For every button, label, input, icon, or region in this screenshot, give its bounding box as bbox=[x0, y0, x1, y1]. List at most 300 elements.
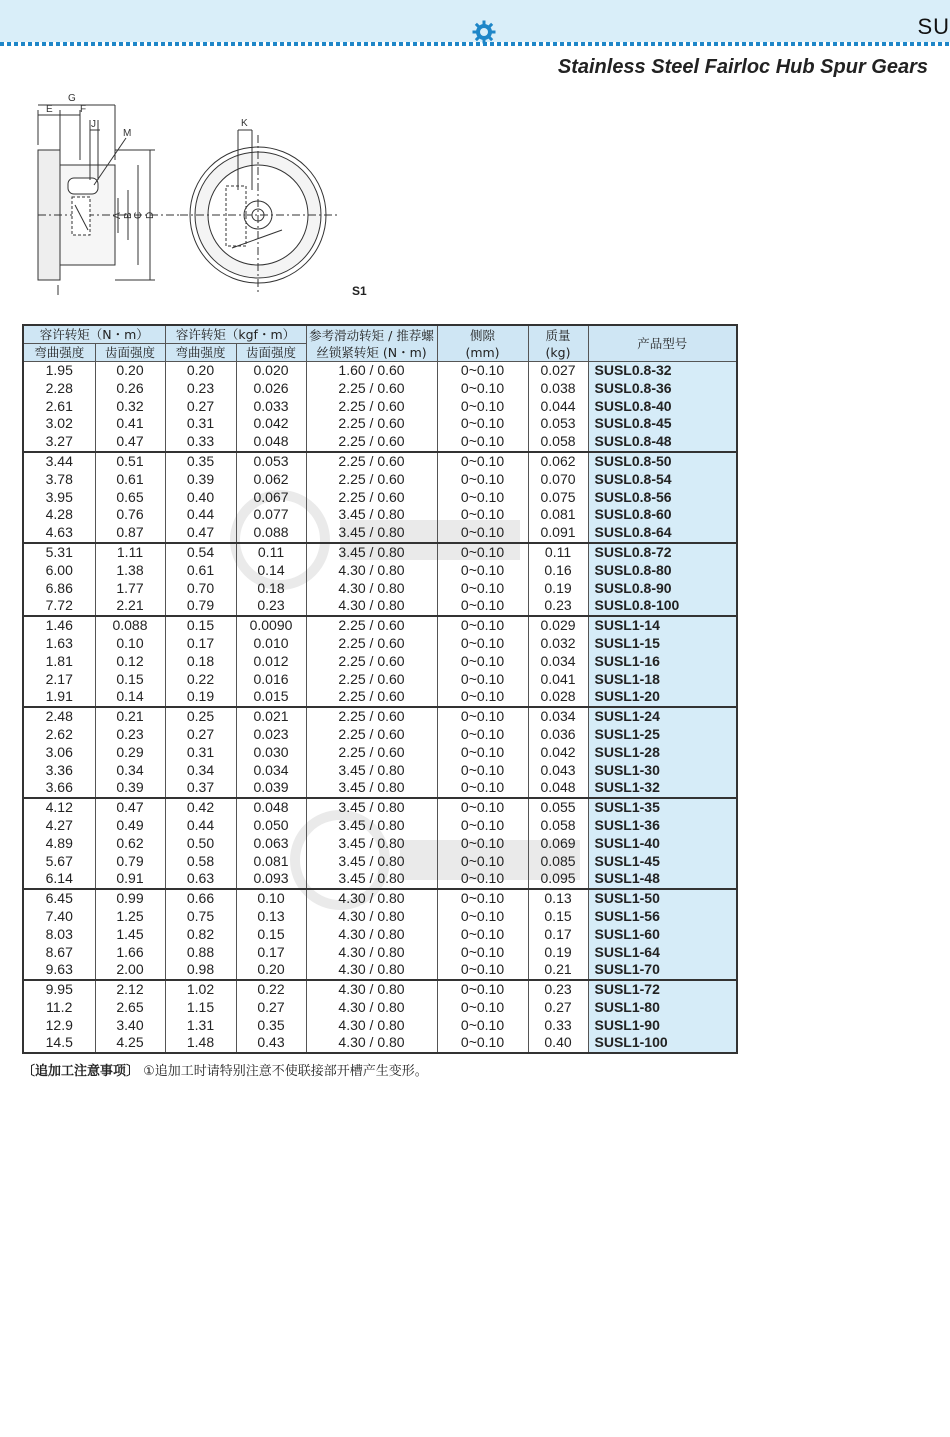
cell-surface-strength-nm: 0.34 bbox=[95, 762, 165, 780]
cell-bending-strength-kgf: 0.31 bbox=[165, 744, 236, 762]
cell-model-number: SUSL0.8-90 bbox=[588, 580, 737, 598]
cell-bending-strength-nm: 3.27 bbox=[23, 433, 95, 452]
cell-surface-strength-kgf: 0.13 bbox=[236, 908, 306, 926]
cell-bending-strength-nm: 4.28 bbox=[23, 506, 95, 524]
cell-model-number: SUSL1-60 bbox=[588, 926, 737, 944]
cell-surface-strength-nm: 4.25 bbox=[95, 1034, 165, 1053]
cell-surface-strength-nm: 0.26 bbox=[95, 380, 165, 398]
cell-surface-strength-kgf: 0.11 bbox=[236, 543, 306, 562]
cell-surface-strength-kgf: 0.067 bbox=[236, 489, 306, 507]
cell-bending-strength-kgf: 0.75 bbox=[165, 908, 236, 926]
table-body bbox=[23, 362, 737, 1054]
cell-backlash: 0~0.10 bbox=[437, 870, 528, 889]
cell-bending-strength-nm: 4.89 bbox=[23, 835, 95, 853]
cell-bending-strength-kgf: 0.20 bbox=[165, 362, 236, 380]
dim-label-b: B bbox=[123, 212, 134, 219]
cell-reference-torque: 2.25 / 0.60 bbox=[306, 726, 437, 744]
cell-surface-strength-nm: 0.23 bbox=[95, 726, 165, 744]
cell-bending-strength-kgf: 0.54 bbox=[165, 543, 236, 562]
header-mass-line1: 质量 bbox=[545, 327, 571, 343]
cell-bending-strength-nm: 9.63 bbox=[23, 961, 95, 980]
cell-bending-strength-kgf: 0.50 bbox=[165, 835, 236, 853]
gear-drawing bbox=[20, 90, 380, 305]
header-allowable-torque-nm: 容许转矩（N・m） bbox=[23, 325, 165, 344]
cell-surface-strength-kgf: 0.048 bbox=[236, 798, 306, 817]
cell-reference-torque: 2.25 / 0.60 bbox=[306, 380, 437, 398]
cell-backlash: 0~0.10 bbox=[437, 817, 528, 835]
cell-mass: 0.070 bbox=[528, 471, 588, 489]
cell-reference-torque: 4.30 / 0.80 bbox=[306, 926, 437, 944]
cell-bending-strength-nm: 4.63 bbox=[23, 524, 95, 543]
cell-bending-strength-nm: 6.00 bbox=[23, 562, 95, 580]
cell-surface-strength-nm: 0.87 bbox=[95, 524, 165, 543]
header-mass bbox=[528, 325, 588, 362]
cell-backlash: 0~0.10 bbox=[437, 980, 528, 999]
figure-label: S1 bbox=[352, 284, 367, 298]
cell-model-number: SUSL0.8-60 bbox=[588, 506, 737, 524]
cell-reference-torque: 2.25 / 0.60 bbox=[306, 671, 437, 689]
cell-surface-strength-kgf: 0.18 bbox=[236, 580, 306, 598]
cell-model-number: SUSL1-48 bbox=[588, 870, 737, 889]
header-bending-nm: 弯曲强度 bbox=[23, 344, 95, 362]
table-row bbox=[23, 688, 737, 707]
table-row bbox=[23, 1017, 737, 1035]
cell-backlash: 0~0.10 bbox=[437, 688, 528, 707]
header-backlash-line2: (mm) bbox=[465, 344, 500, 360]
cell-bending-strength-kgf: 0.42 bbox=[165, 798, 236, 817]
cell-backlash: 0~0.10 bbox=[437, 798, 528, 817]
cell-surface-strength-kgf: 0.088 bbox=[236, 524, 306, 543]
cell-reference-torque: 4.30 / 0.80 bbox=[306, 1017, 437, 1035]
cell-surface-strength-nm: 3.40 bbox=[95, 1017, 165, 1035]
cell-backlash: 0~0.10 bbox=[437, 616, 528, 635]
cell-bending-strength-kgf: 0.15 bbox=[165, 616, 236, 635]
cell-reference-torque: 3.45 / 0.80 bbox=[306, 543, 437, 562]
cell-surface-strength-nm: 0.39 bbox=[95, 779, 165, 798]
cell-model-number: SUSL0.8-100 bbox=[588, 597, 737, 616]
table-header-row bbox=[23, 325, 737, 344]
cell-model-number: SUSL0.8-64 bbox=[588, 524, 737, 543]
cell-bending-strength-kgf: 1.15 bbox=[165, 999, 236, 1017]
cell-backlash: 0~0.10 bbox=[437, 471, 528, 489]
cell-bending-strength-kgf: 0.44 bbox=[165, 817, 236, 835]
cell-model-number: SUSL1-24 bbox=[588, 707, 737, 726]
cell-surface-strength-nm: 2.65 bbox=[95, 999, 165, 1017]
cell-mass: 0.055 bbox=[528, 798, 588, 817]
cell-surface-strength-kgf: 0.053 bbox=[236, 452, 306, 471]
cell-surface-strength-kgf: 0.10 bbox=[236, 889, 306, 908]
cell-mass: 0.19 bbox=[528, 580, 588, 598]
cell-backlash: 0~0.10 bbox=[437, 433, 528, 452]
cell-surface-strength-kgf: 0.016 bbox=[236, 671, 306, 689]
cell-surface-strength-nm: 2.00 bbox=[95, 961, 165, 980]
cell-backlash: 0~0.10 bbox=[437, 961, 528, 980]
cell-model-number: SUSL1-70 bbox=[588, 961, 737, 980]
cell-mass: 0.085 bbox=[528, 853, 588, 871]
cell-surface-strength-kgf: 0.021 bbox=[236, 707, 306, 726]
table-row bbox=[23, 853, 737, 871]
cell-mass: 0.053 bbox=[528, 415, 588, 433]
dim-label-g: G bbox=[68, 93, 76, 104]
cell-surface-strength-nm: 0.99 bbox=[95, 889, 165, 908]
cell-bending-strength-nm: 8.67 bbox=[23, 944, 95, 962]
cell-backlash: 0~0.10 bbox=[437, 944, 528, 962]
cell-reference-torque: 2.25 / 0.60 bbox=[306, 452, 437, 471]
cell-model-number: SUSL0.8-48 bbox=[588, 433, 737, 452]
cell-model-number: SUSL0.8-32 bbox=[588, 362, 737, 380]
cell-reference-torque: 4.30 / 0.80 bbox=[306, 999, 437, 1017]
table-row bbox=[23, 835, 737, 853]
cell-bending-strength-kgf: 0.31 bbox=[165, 415, 236, 433]
cell-surface-strength-kgf: 0.062 bbox=[236, 471, 306, 489]
header-mass-line2: (kg) bbox=[545, 344, 571, 360]
table-row bbox=[23, 944, 737, 962]
table-row bbox=[23, 398, 737, 416]
cell-reference-torque: 2.25 / 0.60 bbox=[306, 415, 437, 433]
cell-bending-strength-kgf: 0.33 bbox=[165, 433, 236, 452]
front-view bbox=[180, 118, 340, 295]
table-row bbox=[23, 524, 737, 543]
cell-model-number: SUSL1-25 bbox=[588, 726, 737, 744]
table-row bbox=[23, 999, 737, 1017]
cell-surface-strength-nm: 0.10 bbox=[95, 635, 165, 653]
dim-label-k: K bbox=[241, 118, 248, 129]
table-row bbox=[23, 779, 737, 798]
cell-surface-strength-kgf: 0.14 bbox=[236, 562, 306, 580]
cell-reference-torque: 1.60 / 0.60 bbox=[306, 362, 437, 380]
dim-label-f: F bbox=[80, 104, 87, 115]
header-backlash bbox=[437, 325, 528, 362]
cell-model-number: SUSL1-18 bbox=[588, 671, 737, 689]
table-row bbox=[23, 926, 737, 944]
cell-surface-strength-nm: 1.66 bbox=[95, 944, 165, 962]
header-backlash-line1: 侧隙 bbox=[470, 327, 496, 343]
cell-backlash: 0~0.10 bbox=[437, 889, 528, 908]
cell-reference-torque: 3.45 / 0.80 bbox=[306, 762, 437, 780]
cell-reference-torque: 2.25 / 0.60 bbox=[306, 471, 437, 489]
cell-surface-strength-kgf: 0.034 bbox=[236, 762, 306, 780]
cell-backlash: 0~0.10 bbox=[437, 452, 528, 471]
cell-surface-strength-nm: 0.51 bbox=[95, 452, 165, 471]
cell-reference-torque: 3.45 / 0.80 bbox=[306, 853, 437, 871]
cell-mass: 0.044 bbox=[528, 398, 588, 416]
cell-mass: 0.40 bbox=[528, 1034, 588, 1053]
cell-surface-strength-nm: 0.47 bbox=[95, 798, 165, 817]
cell-mass: 0.23 bbox=[528, 980, 588, 999]
cell-bending-strength-nm: 1.63 bbox=[23, 635, 95, 653]
header-surface-nm: 齿面强度 bbox=[95, 344, 165, 362]
cell-surface-strength-kgf: 0.093 bbox=[236, 870, 306, 889]
table-row bbox=[23, 798, 737, 817]
cell-reference-torque: 4.30 / 0.80 bbox=[306, 1034, 437, 1053]
cell-bending-strength-kgf: 0.17 bbox=[165, 635, 236, 653]
cell-bending-strength-kgf: 0.82 bbox=[165, 926, 236, 944]
cell-backlash: 0~0.10 bbox=[437, 635, 528, 653]
cell-bending-strength-nm: 6.14 bbox=[23, 870, 95, 889]
note-heading: 〔追加工注意事项〕 bbox=[22, 1064, 140, 1079]
cell-reference-torque: 4.30 / 0.80 bbox=[306, 597, 437, 616]
cell-surface-strength-nm: 0.41 bbox=[95, 415, 165, 433]
cell-surface-strength-kgf: 0.43 bbox=[236, 1034, 306, 1053]
cell-mass: 0.21 bbox=[528, 961, 588, 980]
cell-backlash: 0~0.10 bbox=[437, 744, 528, 762]
cell-bending-strength-nm: 1.81 bbox=[23, 653, 95, 671]
cell-reference-torque: 4.30 / 0.80 bbox=[306, 961, 437, 980]
header-model: 产品型号 bbox=[588, 325, 737, 362]
cell-model-number: SUSL0.8-72 bbox=[588, 543, 737, 562]
table-row bbox=[23, 671, 737, 689]
cell-model-number: SUSL1-15 bbox=[588, 635, 737, 653]
cell-mass: 0.041 bbox=[528, 671, 588, 689]
cell-mass: 0.13 bbox=[528, 889, 588, 908]
cell-surface-strength-nm: 0.21 bbox=[95, 707, 165, 726]
cell-surface-strength-kgf: 0.050 bbox=[236, 817, 306, 835]
cell-model-number: SUSL1-40 bbox=[588, 835, 737, 853]
cell-surface-strength-nm: 0.12 bbox=[95, 653, 165, 671]
table-row bbox=[23, 817, 737, 835]
cell-bending-strength-nm: 6.86 bbox=[23, 580, 95, 598]
table-row bbox=[23, 961, 737, 980]
cell-surface-strength-kgf: 0.20 bbox=[236, 961, 306, 980]
cell-surface-strength-nm: 0.91 bbox=[95, 870, 165, 889]
cell-mass: 0.058 bbox=[528, 817, 588, 835]
table-row bbox=[23, 889, 737, 908]
cell-bending-strength-nm: 3.95 bbox=[23, 489, 95, 507]
cell-surface-strength-nm: 0.79 bbox=[95, 853, 165, 871]
cell-reference-torque: 2.25 / 0.60 bbox=[306, 635, 437, 653]
cell-mass: 0.042 bbox=[528, 744, 588, 762]
table-row bbox=[23, 543, 737, 562]
cell-surface-strength-kgf: 0.048 bbox=[236, 433, 306, 452]
cell-surface-strength-nm: 0.49 bbox=[95, 817, 165, 835]
cell-surface-strength-kgf: 0.023 bbox=[236, 726, 306, 744]
cell-mass: 0.091 bbox=[528, 524, 588, 543]
table-row bbox=[23, 489, 737, 507]
cell-mass: 0.028 bbox=[528, 688, 588, 707]
table-row bbox=[23, 380, 737, 398]
table-row bbox=[23, 726, 737, 744]
cell-mass: 0.11 bbox=[528, 543, 588, 562]
cell-mass: 0.15 bbox=[528, 908, 588, 926]
cell-mass: 0.16 bbox=[528, 562, 588, 580]
cell-backlash: 0~0.10 bbox=[437, 653, 528, 671]
cell-bending-strength-nm: 8.03 bbox=[23, 926, 95, 944]
cell-model-number: SUSL1-50 bbox=[588, 889, 737, 908]
cell-bending-strength-kgf: 0.23 bbox=[165, 380, 236, 398]
cell-surface-strength-nm: 0.47 bbox=[95, 433, 165, 452]
cell-reference-torque: 2.25 / 0.60 bbox=[306, 489, 437, 507]
cell-bending-strength-nm: 3.78 bbox=[23, 471, 95, 489]
cell-bending-strength-kgf: 0.40 bbox=[165, 489, 236, 507]
cell-bending-strength-nm: 7.40 bbox=[23, 908, 95, 926]
note-text: ①追加工时请特别注意不使联接部开槽产生变形。 bbox=[143, 1064, 428, 1079]
cell-reference-torque: 2.25 / 0.60 bbox=[306, 688, 437, 707]
cell-mass: 0.038 bbox=[528, 380, 588, 398]
cell-backlash: 0~0.10 bbox=[437, 908, 528, 926]
cell-mass: 0.23 bbox=[528, 597, 588, 616]
cell-model-number: SUSL0.8-50 bbox=[588, 452, 737, 471]
cell-mass: 0.027 bbox=[528, 362, 588, 380]
cell-backlash: 0~0.10 bbox=[437, 362, 528, 380]
cell-bending-strength-nm: 3.44 bbox=[23, 452, 95, 471]
header-reference-torque-line1: 参考滑动转矩 / 推荐螺 bbox=[309, 327, 434, 343]
cell-model-number: SUSL1-72 bbox=[588, 980, 737, 999]
cell-surface-strength-kgf: 0.063 bbox=[236, 835, 306, 853]
cell-surface-strength-kgf: 0.020 bbox=[236, 362, 306, 380]
cell-bending-strength-nm: 3.36 bbox=[23, 762, 95, 780]
cell-mass: 0.095 bbox=[528, 870, 588, 889]
cell-surface-strength-kgf: 0.35 bbox=[236, 1017, 306, 1035]
cell-bending-strength-nm: 4.27 bbox=[23, 817, 95, 835]
cell-bending-strength-kgf: 0.66 bbox=[165, 889, 236, 908]
cell-bending-strength-kgf: 0.44 bbox=[165, 506, 236, 524]
table-row bbox=[23, 506, 737, 524]
cell-bending-strength-nm: 4.12 bbox=[23, 798, 95, 817]
cell-bending-strength-kgf: 0.37 bbox=[165, 779, 236, 798]
cell-bending-strength-kgf: 0.39 bbox=[165, 471, 236, 489]
cell-model-number: SUSL1-45 bbox=[588, 853, 737, 871]
cell-surface-strength-kgf: 0.0090 bbox=[236, 616, 306, 635]
cell-bending-strength-kgf: 0.63 bbox=[165, 870, 236, 889]
cell-surface-strength-kgf: 0.15 bbox=[236, 926, 306, 944]
cell-surface-strength-nm: 0.29 bbox=[95, 744, 165, 762]
cell-bending-strength-nm: 3.66 bbox=[23, 779, 95, 798]
header-reference-torque bbox=[306, 325, 437, 362]
cell-surface-strength-nm: 0.32 bbox=[95, 398, 165, 416]
table-row bbox=[23, 908, 737, 926]
cell-bending-strength-kgf: 0.47 bbox=[165, 524, 236, 543]
header-bending-kgf: 弯曲强度 bbox=[165, 344, 236, 362]
processing-note bbox=[22, 1060, 428, 1079]
cell-mass: 0.27 bbox=[528, 999, 588, 1017]
cell-surface-strength-nm: 0.62 bbox=[95, 835, 165, 853]
cell-bending-strength-nm: 5.67 bbox=[23, 853, 95, 871]
cell-reference-torque: 2.25 / 0.60 bbox=[306, 744, 437, 762]
cell-mass: 0.032 bbox=[528, 635, 588, 653]
dim-label-a: A bbox=[112, 212, 123, 219]
cell-bending-strength-nm: 6.45 bbox=[23, 889, 95, 908]
cell-bending-strength-nm: 5.31 bbox=[23, 543, 95, 562]
cell-reference-torque: 4.30 / 0.80 bbox=[306, 580, 437, 598]
cell-surface-strength-kgf: 0.012 bbox=[236, 653, 306, 671]
cell-model-number: SUSL1-56 bbox=[588, 908, 737, 926]
cell-backlash: 0~0.10 bbox=[437, 489, 528, 507]
cell-reference-torque: 3.45 / 0.80 bbox=[306, 798, 437, 817]
cell-mass: 0.19 bbox=[528, 944, 588, 962]
cell-surface-strength-nm: 0.14 bbox=[95, 688, 165, 707]
cell-bending-strength-kgf: 0.61 bbox=[165, 562, 236, 580]
cell-mass: 0.034 bbox=[528, 653, 588, 671]
cell-bending-strength-kgf: 0.22 bbox=[165, 671, 236, 689]
cell-surface-strength-nm: 0.15 bbox=[95, 671, 165, 689]
table-row bbox=[23, 415, 737, 433]
cell-mass: 0.029 bbox=[528, 616, 588, 635]
cell-surface-strength-kgf: 0.033 bbox=[236, 398, 306, 416]
spec-table bbox=[22, 324, 738, 1054]
cell-backlash: 0~0.10 bbox=[437, 1034, 528, 1053]
cell-surface-strength-kgf: 0.010 bbox=[236, 635, 306, 653]
cell-bending-strength-nm: 1.46 bbox=[23, 616, 95, 635]
cell-backlash: 0~0.10 bbox=[437, 562, 528, 580]
cell-bending-strength-kgf: 0.79 bbox=[165, 597, 236, 616]
cell-surface-strength-kgf: 0.23 bbox=[236, 597, 306, 616]
cell-backlash: 0~0.10 bbox=[437, 380, 528, 398]
cell-bending-strength-nm: 1.95 bbox=[23, 362, 95, 380]
cell-reference-torque: 4.30 / 0.80 bbox=[306, 889, 437, 908]
cell-surface-strength-kgf: 0.015 bbox=[236, 688, 306, 707]
cell-surface-strength-kgf: 0.27 bbox=[236, 999, 306, 1017]
cell-surface-strength-nm: 0.65 bbox=[95, 489, 165, 507]
cell-surface-strength-nm: 1.11 bbox=[95, 543, 165, 562]
cell-mass: 0.33 bbox=[528, 1017, 588, 1035]
cell-bending-strength-kgf: 0.19 bbox=[165, 688, 236, 707]
cell-surface-strength-kgf: 0.077 bbox=[236, 506, 306, 524]
cell-surface-strength-nm: 0.61 bbox=[95, 471, 165, 489]
cell-backlash: 0~0.10 bbox=[437, 835, 528, 853]
cell-bending-strength-nm: 1.91 bbox=[23, 688, 95, 707]
cell-model-number: SUSL1-100 bbox=[588, 1034, 737, 1053]
cell-model-number: SUSL1-14 bbox=[588, 616, 737, 635]
table-row bbox=[23, 362, 737, 380]
cell-bending-strength-kgf: 0.18 bbox=[165, 653, 236, 671]
table-row bbox=[23, 744, 737, 762]
cell-model-number: SUSL0.8-40 bbox=[588, 398, 737, 416]
cell-mass: 0.081 bbox=[528, 506, 588, 524]
table-row bbox=[23, 452, 737, 471]
cell-model-number: SUSL1-36 bbox=[588, 817, 737, 835]
cell-backlash: 0~0.10 bbox=[437, 926, 528, 944]
cell-model-number: SUSL1-20 bbox=[588, 688, 737, 707]
cell-bending-strength-nm: 7.72 bbox=[23, 597, 95, 616]
cell-backlash: 0~0.10 bbox=[437, 853, 528, 871]
cell-model-number: SUSL0.8-45 bbox=[588, 415, 737, 433]
cell-backlash: 0~0.10 bbox=[437, 779, 528, 798]
cell-mass: 0.043 bbox=[528, 762, 588, 780]
table-row bbox=[23, 471, 737, 489]
cell-mass: 0.034 bbox=[528, 707, 588, 726]
cell-mass: 0.062 bbox=[528, 452, 588, 471]
cell-model-number: SUSL0.8-56 bbox=[588, 489, 737, 507]
cell-surface-strength-nm: 1.25 bbox=[95, 908, 165, 926]
cell-bending-strength-kgf: 1.48 bbox=[165, 1034, 236, 1053]
table-row bbox=[23, 1034, 737, 1053]
header-allowable-torque-kgfm: 容许转矩（kgf・m） bbox=[165, 325, 306, 344]
cell-surface-strength-nm: 1.45 bbox=[95, 926, 165, 944]
cell-reference-torque: 3.45 / 0.80 bbox=[306, 779, 437, 798]
cell-model-number: SUSL1-28 bbox=[588, 744, 737, 762]
cell-reference-torque: 2.25 / 0.60 bbox=[306, 616, 437, 635]
cell-mass: 0.048 bbox=[528, 779, 588, 798]
cell-bending-strength-kgf: 0.35 bbox=[165, 452, 236, 471]
cell-bending-strength-nm: 9.95 bbox=[23, 980, 95, 999]
cell-bending-strength-nm: 3.06 bbox=[23, 744, 95, 762]
cell-surface-strength-kgf: 0.17 bbox=[236, 944, 306, 962]
cell-mass: 0.058 bbox=[528, 433, 588, 452]
cell-backlash: 0~0.10 bbox=[437, 597, 528, 616]
cell-reference-torque: 4.30 / 0.80 bbox=[306, 562, 437, 580]
cell-reference-torque: 3.45 / 0.80 bbox=[306, 835, 437, 853]
cell-surface-strength-nm: 0.76 bbox=[95, 506, 165, 524]
cell-surface-strength-kgf: 0.030 bbox=[236, 744, 306, 762]
cell-surface-strength-kgf: 0.22 bbox=[236, 980, 306, 999]
cell-backlash: 0~0.10 bbox=[437, 726, 528, 744]
cell-surface-strength-nm: 1.77 bbox=[95, 580, 165, 598]
cell-reference-torque: 3.45 / 0.80 bbox=[306, 506, 437, 524]
dim-label-e: E bbox=[46, 104, 53, 115]
cell-bending-strength-kgf: 0.25 bbox=[165, 707, 236, 726]
cell-backlash: 0~0.10 bbox=[437, 506, 528, 524]
cell-backlash: 0~0.10 bbox=[437, 524, 528, 543]
